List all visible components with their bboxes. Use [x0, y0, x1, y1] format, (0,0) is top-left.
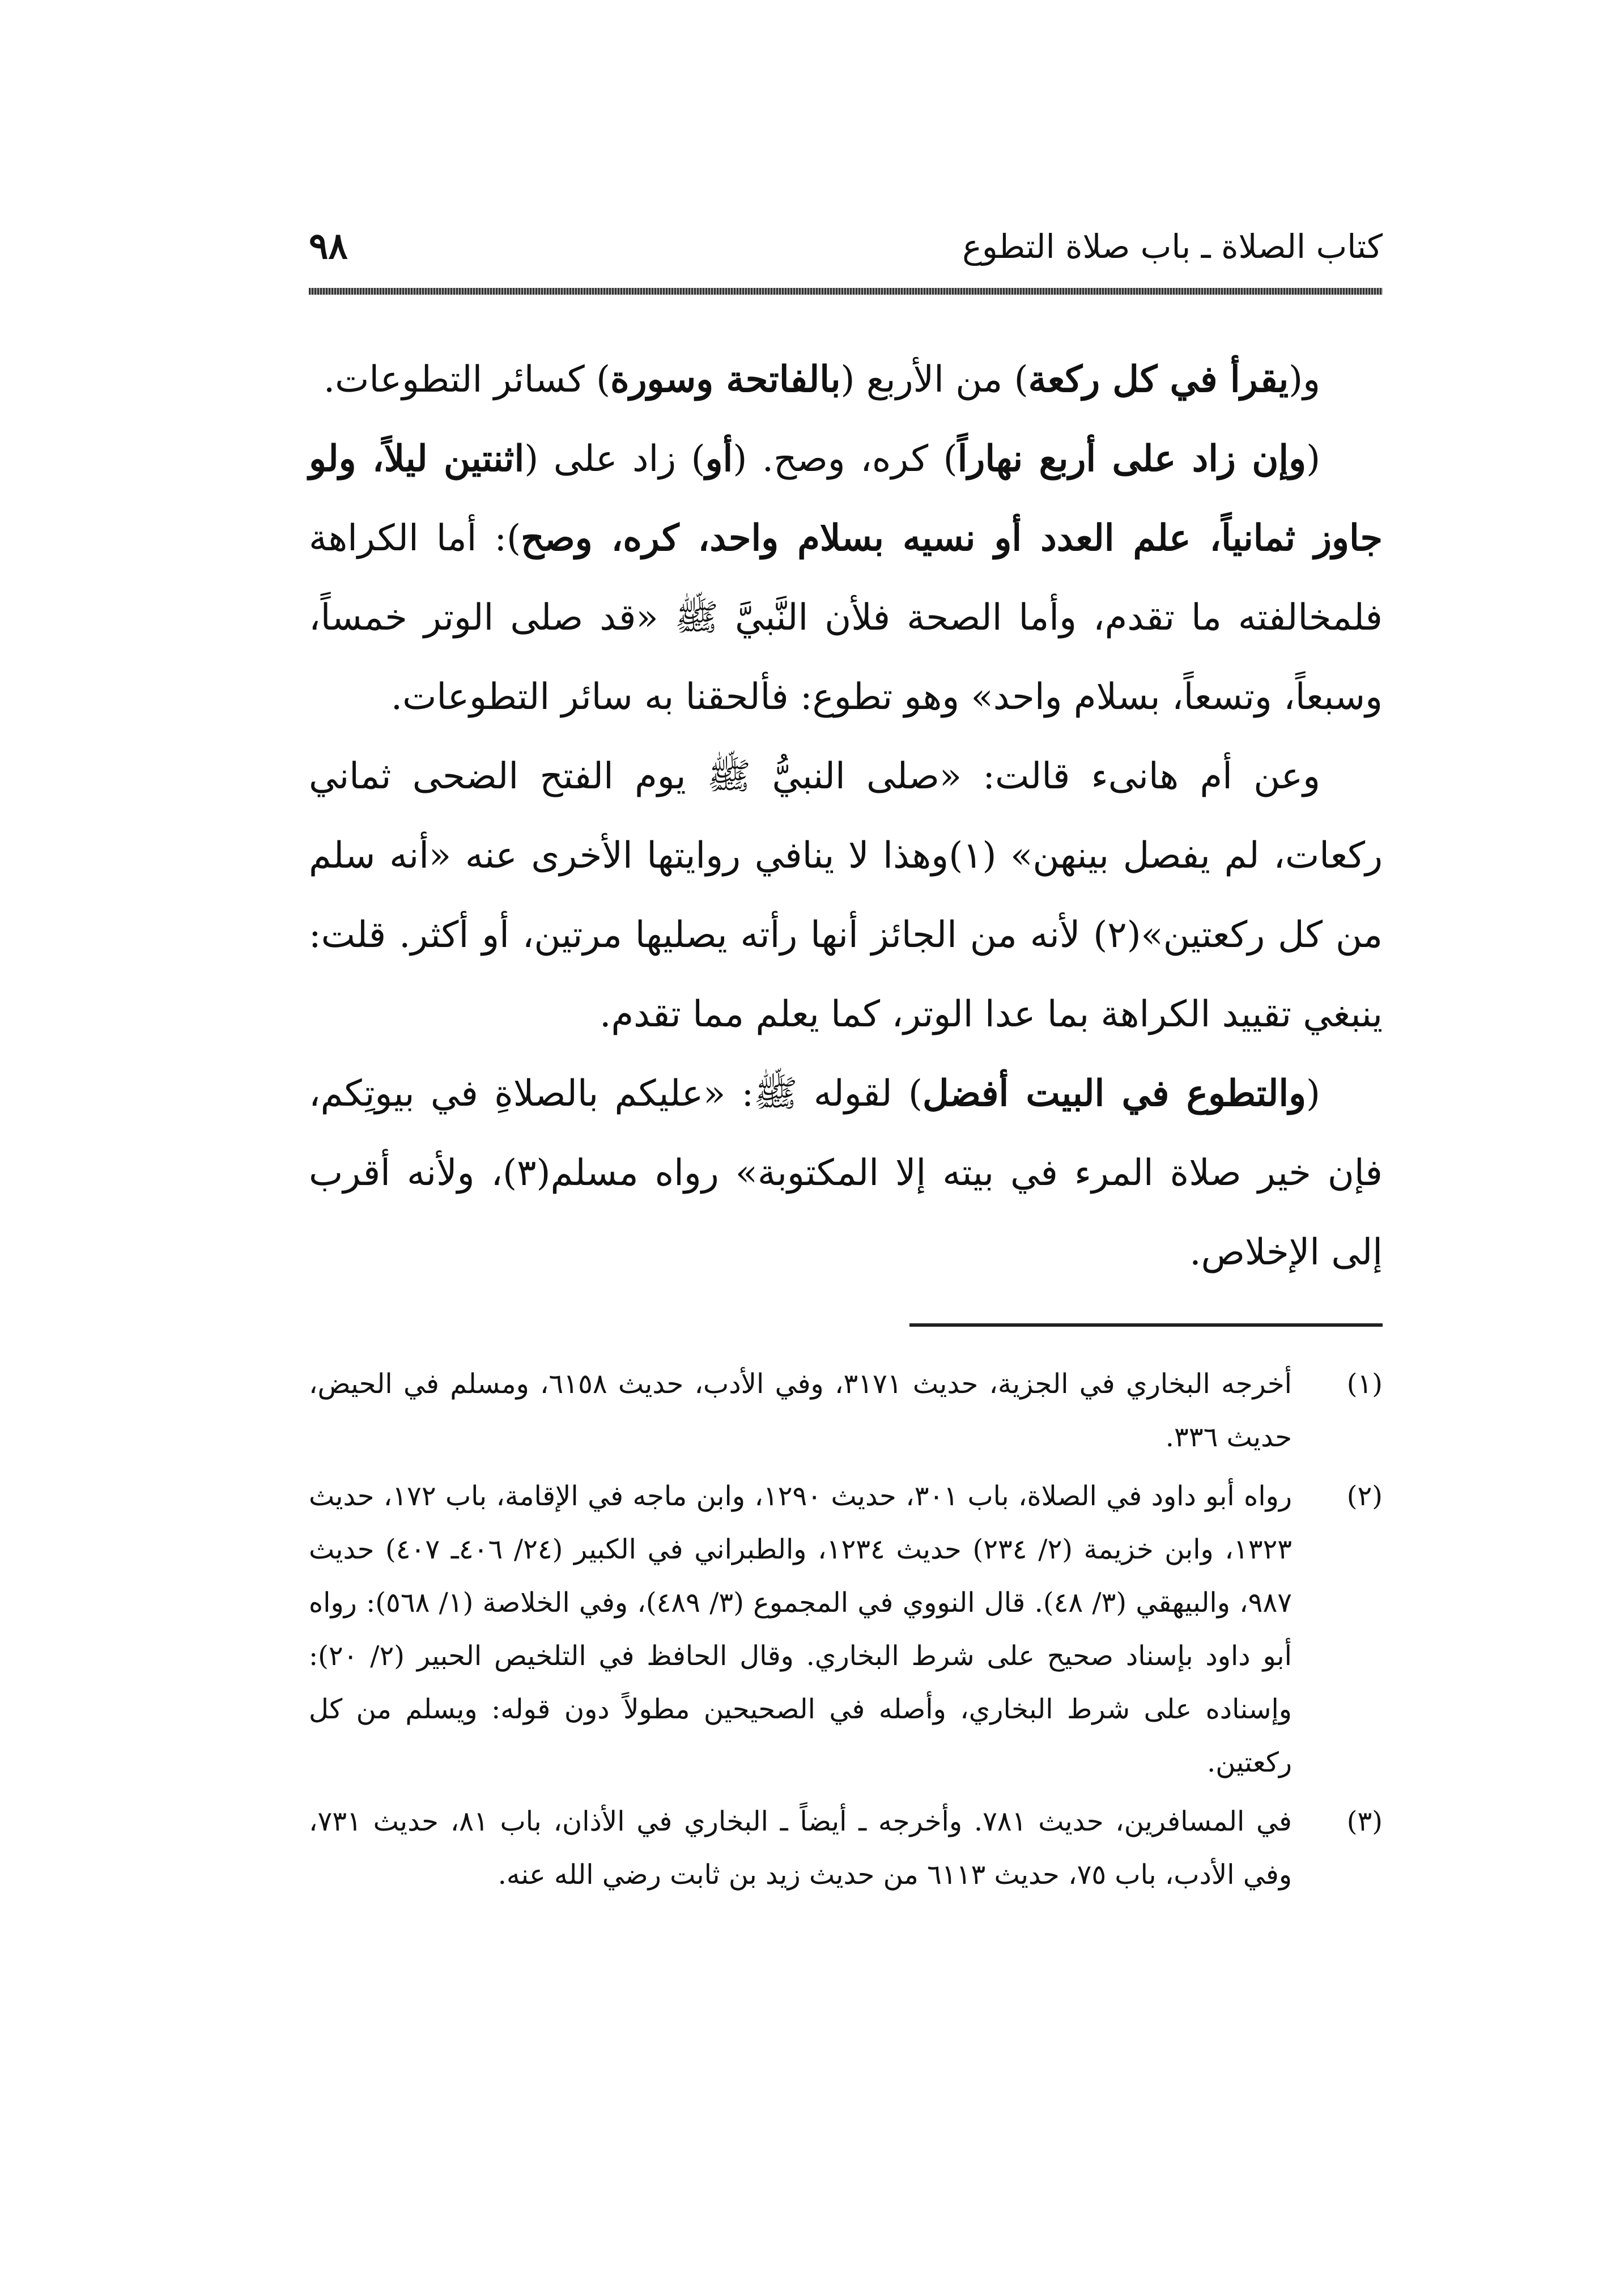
footnote-text: رواه أبو داود في الصلاة، باب ٣٠١، حديث ١٢٩٠، وابن ماجه في الإقامة، باب ١٧٢، حديث ١٣٢٣، وابن خزيمة (٢/ ٢٣٤) حديث ١٢٣٤، والطبراني في الكبير (٢٤/ ٤٠٦ـ ٤٠٧) حديث ٩٨٧، والبيهقي (٣/ ٤٨). قال النووي في المجموع (٣/ ٤٨٩)، وفي الخلاصة (١/ ٥٦٨): رواه أبو داود بإسناد صحيح على شرط البخاري. وقال الحافظ في التلخيص الحبير (٢/ ٢٠): وإسناده على شرط البخاري، وأصله في الصحيحين مطولاً دون قوله: ويسلم من كل ركعتين.	[309, 1480, 1293, 1778]
paragraph-3: وعن أم هانىء قالت: «صلى النبيُّ ﷺ يوم الفتح الضحى ثماني ركعات، لم يفصل بينهن» (١)وهذا لا ينافي روايتها الأخرى عنه «أنه سلم من كل ركعتين»(٢) لأنه من الجائز أنها رأته يصليها مرتين، أو أكثر. قلت: ينبغي تقييد الكراهة بما عدا الوتر، كما يعلم مما تقدم.	[309, 755, 1383, 1035]
text-run: و(	[1289, 359, 1320, 401]
matn-text: يقرأ في كل ركعة	[1028, 358, 1289, 401]
matn-text: والتطوع في البيت أفضل	[922, 1072, 1307, 1115]
text-run: (	[1306, 438, 1321, 480]
paragraph-2	[309, 419, 1383, 737]
footnote-number: (١)	[1346, 1368, 1383, 1400]
footnote-text: أخرجه البخاري في الجزية، حديث ٣١٧١، وفي الأدب، حديث ٦١٥٨، ومسلم في الحيض، حديث ٣٣٦.	[309, 1368, 1292, 1453]
paragraph-1	[309, 340, 1383, 419]
text-run: ) زاد على (	[524, 438, 705, 480]
page-header	[309, 218, 1383, 281]
text-run: ) كسائر التطوعات.	[323, 359, 611, 401]
page-number: ٩٨	[309, 225, 348, 267]
text-run: ): أما الكراهة فلمخالفته ما تقدم، وأما الصحة فلأن النَّبيَّ ﷺ «قد صلى الوتر خمساً، وسبعاً، وتسعاً، بسلام واحد» وهو تطوع: فألحقنا به سائر التطوعات.	[309, 517, 1383, 718]
matn-text: بالفاتحة وسورة	[610, 358, 841, 401]
main-text	[309, 340, 1383, 1292]
footnote-2	[309, 1470, 1383, 1789]
text-run: ) لقوله ﷺ: «عليكم بالصلاةِ في بيوتِكم، فإن خير صلاة المرء في بيته إلا المكتوبة» رواه مسلم(٣)، ولأنه أقرب إلى الإخلاص.	[309, 1073, 1383, 1273]
text-run: ) كره، وصح. (	[733, 438, 958, 480]
matn-text: أو	[705, 438, 733, 480]
text-run: ) من الأربع (	[840, 359, 1028, 401]
footnote-text: في المسافرين، حديث ٧٨١. وأخرجه ـ أيضاً ـ البخاري في الأذان، باب ٨١، حديث ٧٣١، وفي الأدب، باب ٧٥، حديث ٦١١٣ من حديث زيد بن ثابت رضي الله عنه.	[309, 1806, 1292, 1891]
text-run: (	[1306, 1073, 1320, 1115]
matn-text: وإن زاد على أربع نهاراً	[957, 438, 1307, 480]
header-divider	[309, 288, 1383, 295]
footnote-number: (٣)	[1346, 1806, 1383, 1837]
footnotes	[309, 1357, 1383, 1907]
running-title: كتاب الصلاة ـ باب صلاة التطوع	[962, 227, 1383, 266]
matn-text: اثنتين ليلاً، ولو جاوز ثمانياً، علم العدد أو نسيه بسلام واحد، كره، وصح	[309, 438, 1383, 559]
footnote-number: (٢)	[1346, 1480, 1383, 1512]
footnote-separator	[909, 1323, 1383, 1327]
footnote-3	[309, 1795, 1383, 1901]
footnote-1	[309, 1357, 1383, 1464]
paragraph-4	[309, 1054, 1383, 1292]
